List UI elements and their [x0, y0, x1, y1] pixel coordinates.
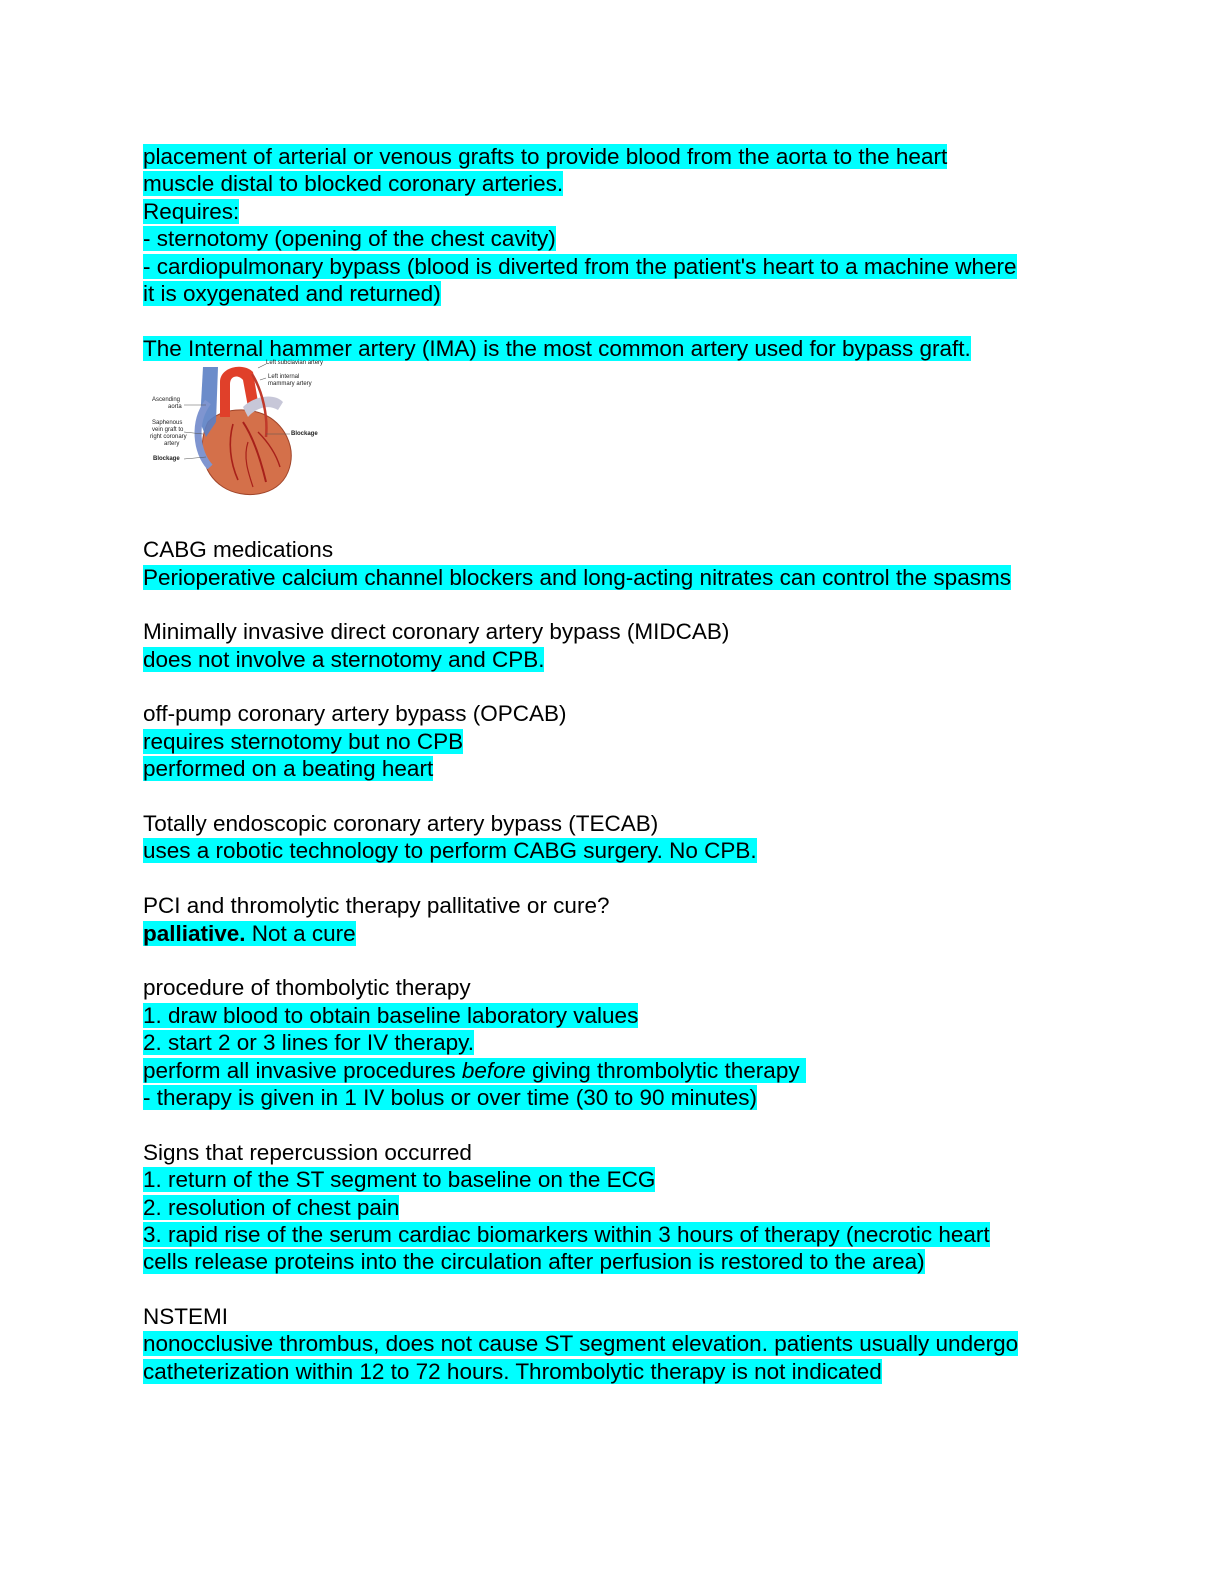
requirement-bypass-line1: - cardiopulmonary bypass (blood is diverted from the patient's heart to a machine where — [143, 253, 1017, 279]
pci-question: PCI and thromolytic therapy pallitative or cure? — [143, 893, 610, 919]
requirement-bypass-line2: it is oxygenated and returned) — [143, 280, 441, 306]
requires-heading: Requires: — [143, 198, 240, 224]
label-saphenous-1: Saphenous — [152, 420, 183, 427]
signs-item-3a: 3. rapid rise of the serum cardiac biomarkers within 3 hours of therapy (necrotic heart — [143, 1221, 990, 1247]
signs-item-1: 1. return of the ST segment to baseline on the ECG — [143, 1167, 656, 1193]
nstemi-title: NSTEMI — [143, 1304, 229, 1330]
tecab-title: Totally endoscopic coronary artery bypass (TECAB) — [143, 811, 659, 837]
opcab-text-1: requires sternotomy but no CPB — [143, 728, 464, 754]
signs-item-2: 2. resolution of chest pain — [143, 1194, 400, 1220]
thrombolytic-step-3a: perform all invasive procedures — [143, 1057, 462, 1083]
midcab-text: does not involve a sternotomy and CPB. — [143, 646, 545, 672]
opcab-text-2: performed on a beating heart — [143, 756, 434, 782]
thrombolytic-step-3-before: before — [461, 1057, 526, 1083]
tecab-text: uses a robotic technology to perform CABG surgery. No CPB. — [143, 838, 757, 864]
ima-statement: The Internal hammer artery (IMA) is the most common artery used for bypass graft. — [143, 335, 971, 361]
signs-title: Signs that repercussion occurred — [143, 1139, 472, 1165]
heart-bypass-illustration — [148, 362, 328, 502]
midcab-title: Minimally invasive direct coronary artery bypass (MIDCAB) — [143, 619, 730, 645]
pci-answer-bold: palliative. — [143, 920, 246, 946]
thrombolytic-step-2: 2. start 2 or 3 lines for IV therapy. — [143, 1030, 474, 1056]
nstemi-text-2: catheterization within 12 to 72 hours. Thrombolytic therapy is not indicated — [143, 1358, 882, 1384]
thrombolytic-step-3c: giving thrombolytic therapy — [525, 1057, 806, 1083]
document-page — [143, 143, 1083, 1385]
label-left-internal-1: Left internal — [268, 374, 300, 381]
label-saphenous-4: artery — [164, 441, 180, 448]
label-saphenous-3: right coronary — [150, 434, 187, 441]
cabg-medications-title: CABG medications — [143, 537, 334, 563]
cabg-definition-line1: placement of arterial or venous grafts to provide blood from the aorta to the heart — [143, 144, 948, 169]
label-blockage-left: Blockage — [153, 456, 180, 463]
label-ascending-aorta-2: aorta — [168, 404, 182, 411]
thrombolytic-step-4: - therapy is given in 1 IV bolus or over time (30 to 90 minutes) — [143, 1084, 758, 1110]
opcab-title: off-pump coronary artery bypass (OPCAB) — [143, 701, 567, 727]
nstemi-text-1: nonocclusive thrombus, does not cause ST segment elevation. patients usually undergo — [143, 1331, 1019, 1357]
label-blockage-right: Blockage — [291, 431, 318, 438]
label-ascending-aorta-1: Ascending — [152, 397, 181, 404]
thrombolytic-step-1: 1. draw blood to obtain baseline laboratory values — [143, 1002, 639, 1028]
label-saphenous-2: vein graft to — [152, 427, 184, 434]
signs-item-3b: cells release proteins into the circulation after perfusion is restored to the area) — [143, 1249, 925, 1275]
pci-answer-rest: Not a cure — [245, 920, 356, 946]
label-left-internal-2: mammary artery — [268, 381, 312, 388]
requirement-sternotomy: - sternotomy (opening of the chest cavity) — [143, 226, 556, 252]
cabg-medications-text: Perioperative calcium channel blockers and long-acting nitrates can control the spasms — [143, 564, 1011, 590]
label-left-subclavian-artery: Left subclavian artery — [266, 360, 324, 367]
cabg-definition-line2: muscle distal to blocked coronary arteries. — [143, 171, 564, 197]
thrombolytic-procedure-title: procedure of thombolytic therapy — [143, 975, 471, 1001]
